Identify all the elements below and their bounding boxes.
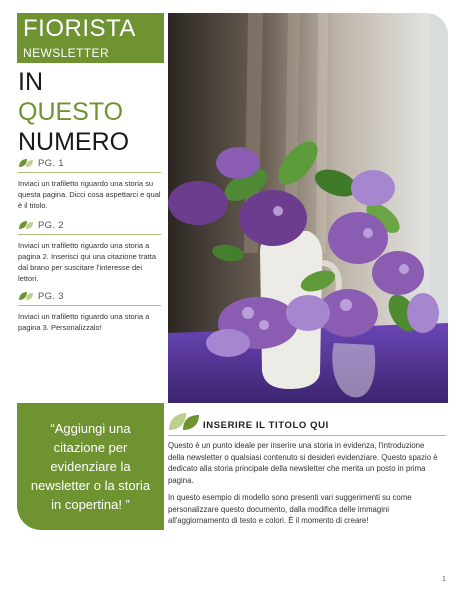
toc-item-3 — [18, 289, 161, 333]
leaf-icon — [18, 220, 34, 230]
toc-item-description: Inviaci un trafiletto riguardo una storia a pagina 3. Personalizzalo! — [18, 312, 150, 332]
divider — [168, 435, 446, 436]
toc-heading-line3: NUMERO — [18, 128, 130, 156]
toc-item-1 — [18, 156, 161, 211]
feature-paragraph: In questo esempio di modello sono presenti vari suggerimenti su come personalizzare questo documento, dalla modifica delle immagini all'aggiornamento di testo e colori. È il momento di creare! — [168, 493, 412, 525]
feature-header — [168, 411, 446, 435]
pull-quote-text: “Aggiungi una citazione per evidenziare la newsletter o la storia in copertina! ” — [30, 421, 151, 512]
cover-photo-lilacs — [168, 13, 448, 403]
toc-item-2 — [18, 218, 161, 284]
toc-heading — [18, 67, 129, 157]
toc-page-label: PG. 3 — [38, 290, 64, 302]
toc-item-description: Inviaci un trafiletto riguardo una storia a pagina 2. Inserisci qui una citazione tratta dal brano per suscitare l'interesse dei lettori. — [18, 241, 156, 283]
newsletter-title: FIORISTA — [23, 15, 136, 42]
masthead — [17, 13, 164, 63]
pull-quote — [17, 403, 164, 530]
lilac-bouquet-image — [168, 13, 448, 403]
feature-paragraph: Questo è un punto ideale per inserire una storia in evidenza, l'introduzione della newsletter o qualsiasi contenuto si desideri evidenziare. Questo spazio è dedicato alla storia principale della newsletter che merita un posto in prima pagina. — [168, 441, 438, 485]
feature-title: INSERIRE IL TITOLO QUI — [203, 420, 329, 431]
divider — [18, 172, 161, 173]
toc-heading-line1: IN — [18, 68, 43, 96]
leaf-icon — [18, 291, 34, 301]
page-number: 1 — [442, 576, 446, 583]
divider — [18, 305, 161, 306]
leaf-icon — [168, 411, 200, 431]
toc-item-description: Inviaci un trafiletto riguardo una storia su questa pagina. Dicci cosa aspettarci e qual è il titolo. — [18, 179, 161, 210]
divider — [18, 234, 161, 235]
toc-heading-line2: QUESTO — [18, 98, 124, 126]
toc-page-label: PG. 1 — [38, 157, 64, 169]
leaf-icon — [18, 158, 34, 168]
feature-body — [168, 440, 440, 533]
newsletter-subtitle: NEWSLETTER — [23, 46, 110, 60]
toc-page-label: PG. 2 — [38, 219, 64, 231]
